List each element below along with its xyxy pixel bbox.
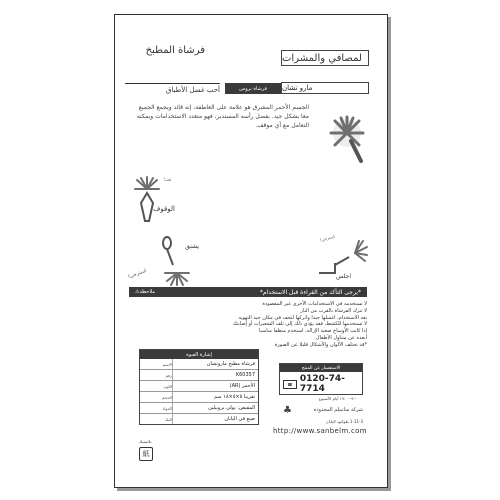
recycle-label: بلاستيك <box>139 439 152 444</box>
bristle-head-icon <box>331 117 363 147</box>
pose-standing-small: قف! <box>163 177 171 182</box>
hanging-brush-icon <box>153 231 193 291</box>
company-url[interactable]: http://www.sanbelm.com <box>273 427 367 435</box>
brand-name: مارو تشان <box>282 84 313 92</box>
contact-box <box>279 363 363 401</box>
warning-text: *يرجى التأكد من القراءة قبل الاستخدام* <box>259 288 361 296</box>
warning-line: لا تترك الفرشاة بالقرب من النار <box>300 307 367 314</box>
contact-phone: 0120-74-7714 <box>299 374 345 394</box>
pose-hanging-label: يشنق <box>185 243 199 250</box>
standing-brush-icon <box>129 175 165 231</box>
label-row: تقريبا ٥×٥×١٨ سم الحجم <box>140 392 258 403</box>
warning-line: لا تستخدمها للكشط، فقد يؤدي ذلك إلى تلف الشعيرات أو إصابتك <box>232 321 367 328</box>
product-title-box <box>281 50 369 66</box>
label-row: فرشاة مطبخ ماروتشان الاسم <box>140 359 258 370</box>
warning-bar <box>129 287 367 297</box>
label-row: K60357 رقم <box>140 370 258 381</box>
label-row: صنع في اليابان البلد <box>140 414 258 424</box>
package-insert-card <box>114 14 388 488</box>
divider-line <box>125 83 220 84</box>
brush-main-illustration <box>321 111 373 167</box>
product-title: لمصافي والمشرات <box>282 52 362 64</box>
product-description: الجسم الأحمر المشرق هو علامة على العاطفة، إنه قائد ويجمع الجميع معا بشكل جيد. بفضل رأسه المستدير، فهو متعدد الاستخدامات ويمكنه التعامل مع أي موقف. <box>136 104 309 129</box>
kitchen-brush-title: فرشاة المطبخ <box>145 45 205 56</box>
contact-hours: ٩:٠٠-١٧:٠٠ أيام الأسبوع <box>318 396 359 401</box>
label-row: الأحمر (AR) اللون <box>140 381 258 392</box>
free-dial-icon: ☎ <box>283 380 297 389</box>
warning-line: أبعده عن متناول الأطفال <box>315 334 367 341</box>
warning-list <box>129 301 367 347</box>
pose-sitting-small: استرخي! <box>319 233 336 243</box>
company-address: 1-11-3 طوكيو، اليابان <box>325 419 363 424</box>
contact-title: الاستفسار عن المنتج <box>280 364 362 372</box>
warning-line: *قد تختلف الألوان والأشكال قليلا عن الصورة <box>274 341 367 348</box>
warning-triangle-icon: ⚠ <box>135 289 140 295</box>
recycle-paper-icon: 紙 <box>139 447 153 461</box>
warning-line: لا تستخدمه في الاستخدامات الأخرى غير المقصودة <box>262 301 367 307</box>
warning-line: بعد الاستخدام، اغسلها جيدا واتركها لتجف في مكان جيد التهوية <box>238 314 367 321</box>
company-logo-icon: ♣ <box>283 405 292 416</box>
product-label-table <box>139 349 259 425</box>
company-name: شركة سانبيلم المحدودة <box>313 407 363 413</box>
pose-standing-label: الوقوف <box>153 205 175 213</box>
warning-line: إذا كانت الأوساخ صعبة الإزالة، استخدم منظفا مناسبا <box>259 328 367 334</box>
warning-tag: ⚠ملاحظة <box>135 289 156 295</box>
slogan: أحب غسل الأطباق <box>166 86 220 94</box>
brand-tag-bar <box>225 83 281 94</box>
brand-name-box <box>281 82 369 94</box>
brand-tag: فرشاة بروس <box>239 85 267 92</box>
pose-hanging-small: استرخي! <box>127 268 148 281</box>
label-row: المقبض: بولي بروبيلين المواد <box>140 403 258 414</box>
label-table-title: إشارة العبوة <box>140 350 258 359</box>
pose-sitting-label: اجلس <box>335 273 351 280</box>
